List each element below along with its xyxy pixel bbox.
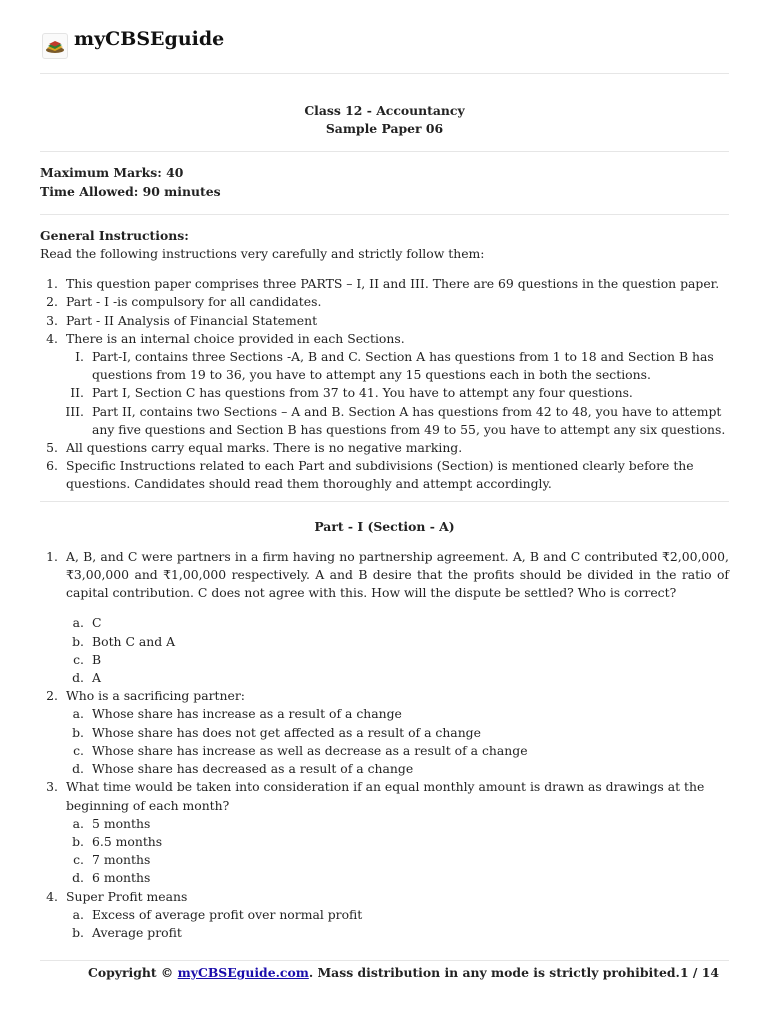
option-list (66, 906, 729, 942)
list-item: 1. This question paper comprises three PARTS – I, II and III. There are 69 questions in the question paper. (46, 276, 720, 292)
option-item: b. 6.5 months (72, 833, 163, 849)
option-item: b. Whose share has does not get affected as a result of a change (72, 724, 481, 740)
question-item: 4. Super Profit means a. Excess of average profit over normal profit b. Average profit (40, 888, 729, 943)
option-item: c. Whose share has increase as well as decrease as a result of a change (73, 742, 528, 758)
instructions-intro: Read the following instructions very carefully and strictly follow them: (40, 246, 485, 262)
question-item: 2. Who is a sacrificing partner: a. Whose share has increase as a result of a change b. Whose share has does not get affected as a result of a change c. Whose share has increase as well as decrease as a result of a change d. Whose share has decreased as a result of a change (40, 687, 729, 778)
section-title: Part - I (Section - A) (314, 518, 455, 534)
list-item: 3. Part - II Analysis of Financial Statement (46, 312, 318, 328)
list-item: I. Part-I, contains three Sections -A, B and C. Section A has questions from 1 to 18 and Section B has questions from 19 to 36, you have to attempt any 15 questions each in both the sections. (75, 349, 714, 383)
option-item: b. Both C and A (72, 633, 176, 649)
question-item: 3. What time would be taken into consideration if an equal monthly amount is drawn as drawings at the beginning of each month? a. 5 months b. 6.5 months c. 7 months d. 6 months (40, 778, 729, 887)
paper-class-title: Class 12 - Accountancy (304, 103, 465, 118)
option-list (66, 705, 729, 778)
list-item: 5. All questions carry equal marks. There is no negative marking. (46, 440, 463, 456)
list-item: 2. Part - I -is compulsory for all candidates. (46, 294, 322, 310)
option-item: c. B (73, 651, 102, 667)
book-logo-icon (42, 33, 68, 59)
header (40, 0, 729, 73)
page-footer (40, 960, 729, 980)
instructions-sublist (66, 348, 729, 439)
option-list (66, 815, 729, 888)
option-item: a. Whose share has increase as a result of a change (72, 706, 402, 722)
option-item: c. 7 months (73, 852, 151, 868)
list-item: III. Part II, contains two Sections – A and B. Section A has questions from 42 to 48, you have to attempt any five questions and Section B has questions from 49 to 55, you have to attempt any six questions. (65, 403, 726, 437)
time-allowed: Time Allowed: 90 minutes (40, 183, 221, 199)
option-list (66, 614, 729, 687)
option-item: d. A (72, 670, 101, 686)
option-item: b. Average profit (72, 924, 182, 940)
option-item: a. C (72, 615, 102, 631)
divider (40, 960, 729, 961)
page-number: 1 / 14 (679, 965, 719, 980)
question-item: 1. A, B, and C were partners in a firm having no partnership agreement. A, B and C contributed ₹2,00,000, ₹3,00,000 and ₹1,00,000 respectively. A and B desire that the profits should be divided in the ratio of capital contribution. C does not agree with this. How will the dispute be settled? Who is correct? a. C b. Both C and A c. B d. A (40, 548, 729, 687)
list-item: 6. Specific Instructions related to each Part and subdivisions (Section) is mentioned clearly before the questions. Candidates should read them thoroughly and attempt accordingly. (46, 458, 694, 492)
option-item: a. Excess of average profit over normal profit (72, 906, 363, 922)
brand-name: myCBSEguide (74, 28, 225, 50)
document-page (40, 0, 729, 942)
copyright-notice: Copyright © myCBSEguide.com. Mass distribution in any mode is strictly prohibited. (88, 965, 680, 980)
option-item: a. 5 months (72, 815, 151, 831)
list-item: 4. There is an internal choice provided in each Sections. I. Part-I, contains three Sections -A, B and C. Section A has questions from 1 to 18 and Section B has questions from 19 to 36, you have to attempt any 15 questions each in both the sections. II. Part I, Section C has questions from 37 to 41. You have to attempt any four questions. III. Part II, contains two Sections – A and B. Section A has questions from 42 to 48, you have to attempt any five questions and Section B has questions from 49 to 55, you have to attempt any six questions. (40, 330, 729, 439)
site-link[interactable]: myCBSEguide.com (177, 965, 309, 980)
question-list (40, 548, 729, 942)
list-item: II. Part I, Section C has questions from 37 to 41. You have to attempt any four questions. (70, 385, 633, 401)
option-item: d. Whose share has decreased as a result of a change (72, 761, 414, 777)
option-item: d. 6 months (72, 870, 151, 886)
instructions-heading: General Instructions: (40, 227, 189, 243)
instructions-list (40, 275, 729, 493)
paper-sample-title: Sample Paper 06 (325, 121, 444, 137)
maximum-marks: Maximum Marks: 40 (40, 165, 184, 181)
